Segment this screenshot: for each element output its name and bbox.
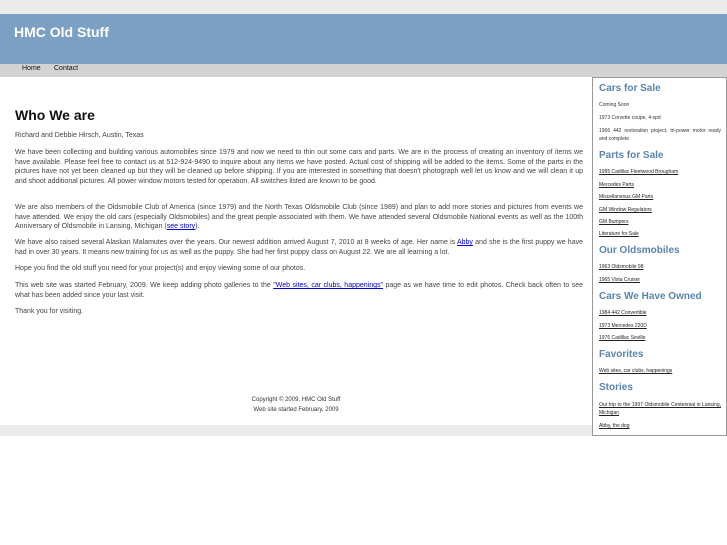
cars-for-sale-heading: Cars for Sale (599, 83, 661, 94)
abby-link[interactable]: Abby (456, 239, 473, 246)
parts-link-cadillac[interactable]: 1995 Cadillac Fleetwood Brougham (599, 169, 679, 175)
stories-heading: Stories (599, 382, 633, 393)
vista-cruiser-link[interactable]: 1965 Vista Cruiser (599, 277, 641, 283)
dog-paragraph (15, 238, 583, 257)
corvette-item: 1973 Corvette coupe, 4-spd (599, 115, 661, 121)
dog-text-b: and she is the first puppy we have had in over 30 years. It means new training for us as well as the puppy. She had her first puppy class on August 22. We are all learning a lot. (15, 239, 583, 256)
main-content (0, 77, 592, 425)
header-banner (0, 14, 727, 64)
club-text-a: We are also members of the Oldsmobile Club of America (since 1979) and the North Texas Oldsmobile Club (since 1989) and plan to add more stories and pictures from events we have attended. We enjoy the old cars (especially Oldsmobiles) and the great people associated with them. We have attended several Oldsmobile National events as well as the 100th Anniversary of Oldsmobile in Lansing, Michigan ( (15, 204, 583, 231)
parts-for-sale-heading: Parts for Sale (599, 150, 664, 161)
parts-link-window-regulators[interactable]: GM Window Regulators (599, 207, 652, 213)
parts-link-mercedes[interactable]: Mercedes Parts (599, 182, 635, 188)
convertible-442-link[interactable]: 1984 442 Convertible (599, 310, 647, 316)
dog-text-a: We have also raised several Alaskan Malamutes over the years. Our newest addition arrived August 7, 2010 at 8 weeks of age. Her name is (15, 239, 457, 246)
website-text-b: page as we have time to edit photos. Check back often to see what has been added since your last visit. (15, 282, 583, 299)
parts-link-misc-gm[interactable]: Miscellaneous GM Parts (599, 194, 654, 200)
nav-home-link[interactable]: Home (22, 65, 41, 72)
thanks-paragraph: Thank you for visiting. (15, 308, 84, 315)
sidebar (592, 77, 727, 436)
abby-story-link[interactable]: Abby, the dog (599, 423, 630, 429)
mercedes-220d-link[interactable]: 1973 Mercedes 220D (599, 323, 647, 329)
site-started-line: Web site started February, 2009 (253, 407, 339, 413)
cars-we-have-owned-heading: Cars We Have Owned (599, 291, 702, 302)
intro-paragraph: We have been collecting and building various automobiles since 1979 and now we need to thin out some cars and parts. We are in the process of creating an inventory of items we have available. Please feel free to contact us at 512-924-9490 to inquire about any items we have posted. Actual cost of shipping will be added to the items. Some of the parts in the pictures have not yet been cleaned up but they will be cleaned up before shipping. If you are interested in something that doesn't photograph well let us know and we will clean it up and shoot additional pictures. All power window motors tested for operation. All switches listed are known to be good. (15, 149, 583, 186)
restoration-project-item: 1966 442 restoration project, tri-power motor ready and complete (599, 128, 721, 142)
website-paragraph (15, 281, 583, 300)
parts-link-literature[interactable]: Literature for Sale (599, 231, 639, 237)
site-title: HMC Old Stuff (14, 24, 109, 40)
cadillac-seville-link[interactable]: 1976 Cadillac Seville (599, 335, 646, 341)
owners-line: Richard and Debbie Hirsch, Austin, Texas (15, 132, 144, 139)
website-text-a: This web site was started February, 2009. We keep adding photo galleries to the (15, 282, 274, 289)
nav-bar (0, 64, 727, 77)
favorites-heading: Favorites (599, 349, 644, 360)
coming-soon-text: Coming Soon (599, 102, 630, 108)
our-oldsmobiles-heading: Our Oldsmobiles (599, 245, 680, 256)
top-strip (0, 0, 727, 14)
copyright-line: Copyright © 2009. HMC Old Stuff (251, 397, 341, 403)
centennial-story-link[interactable]: Our trip to the 1997 Oldsmobile Centennial in Lansing, Michigan (599, 402, 721, 416)
web-sites-link[interactable]: Web sites, car clubs, happenings (599, 368, 673, 374)
parts-link-bumpers[interactable]: GM Bumpers (599, 219, 629, 225)
oldsmobile-98-link[interactable]: 1963 Oldsmobile 98 (599, 264, 644, 270)
see-story-link[interactable]: see story (166, 223, 196, 231)
club-text-b: ). (195, 223, 200, 231)
page-heading: Who We are (15, 107, 95, 123)
hope-paragraph: Hope you find the old stuff you need for your project(s) and enjoy viewing some of our photos. (15, 265, 306, 272)
websites-page-link[interactable]: "Web sites, car clubs, happenings" (273, 282, 383, 289)
club-paragraph (15, 203, 583, 232)
nav-contact-link[interactable]: Contact (54, 65, 79, 72)
